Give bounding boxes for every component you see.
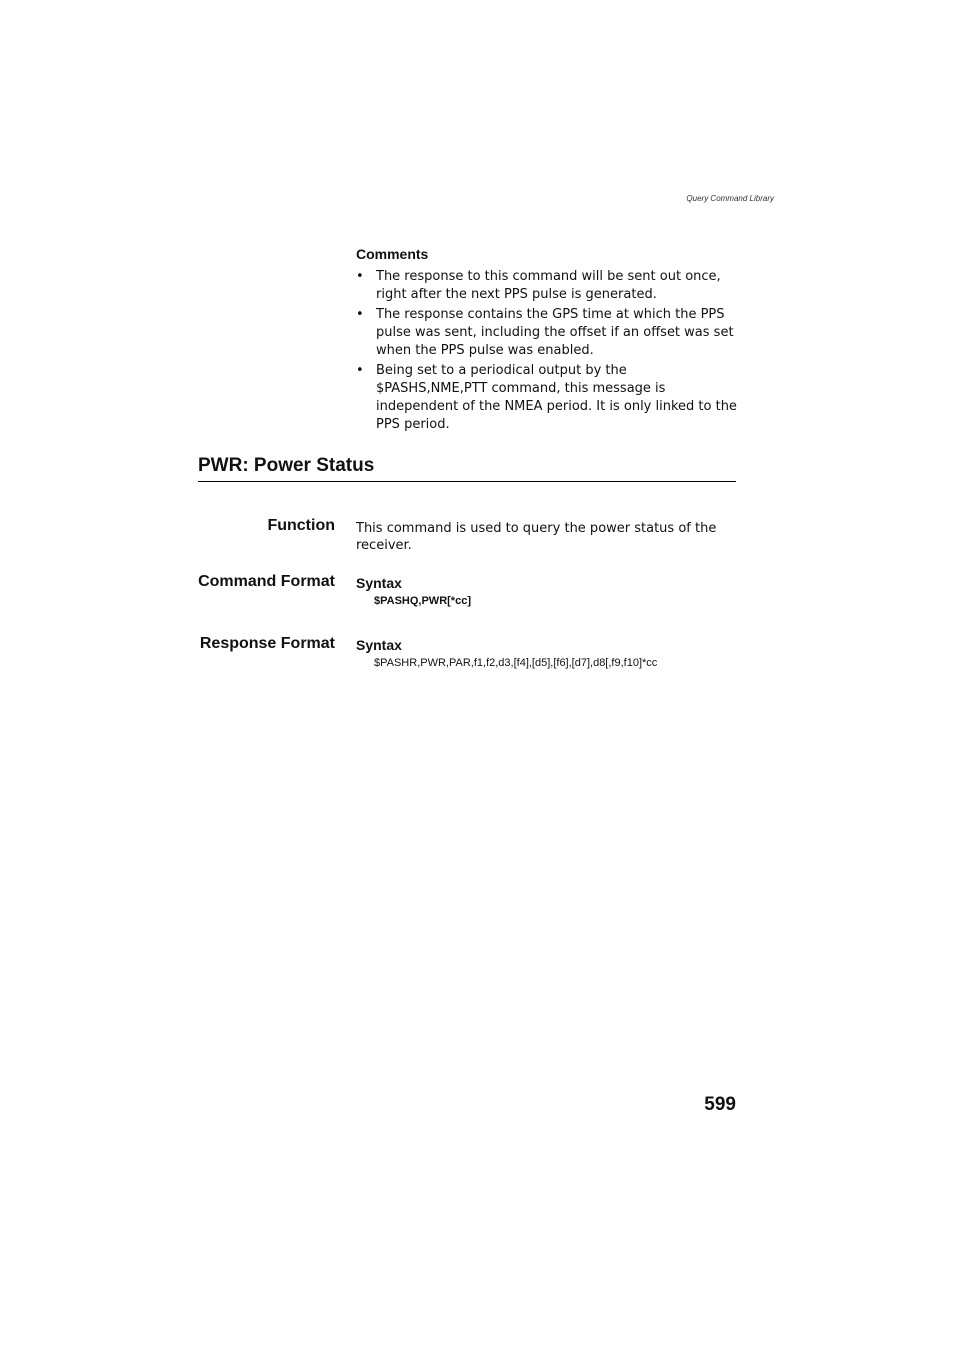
list-item-text: Being set to a periodical output by the $PASHS,NME,PTT command, this message is independent of the NMEA period. It is only linked to the PPS period.	[376, 363, 737, 432]
bullet-icon: •	[356, 307, 364, 322]
function-text: This command is used to query the power status of the receiver.	[356, 521, 717, 553]
command-format-content	[356, 575, 736, 607]
command-syntax: $PASHQ,PWR[*cc]	[374, 595, 471, 607]
list-item-text: The response to this command will be sent out once, right after the next PPS pulse is generated.	[376, 269, 721, 302]
comments-heading: Comments	[356, 246, 429, 262]
comments-list	[356, 268, 738, 434]
response-format-content	[356, 637, 736, 669]
list-item	[356, 268, 738, 304]
function-label: Function	[267, 517, 335, 534]
list-item-text: The response contains the GPS time at which the PPS pulse was sent, including the offset if an offset was set when the PPS pulse was enabled.	[376, 307, 734, 358]
command-syntax-label: Syntax	[356, 575, 402, 591]
command-format-label: Command Format	[198, 573, 335, 590]
response-syntax: $PASHR,PWR,PAR,f1,f2,d3,[f4],[d5],[f6],[d7],d8[,f9,f10]*cc	[374, 657, 658, 669]
response-syntax-label: Syntax	[356, 637, 402, 653]
response-format-label: Response Format	[199, 635, 335, 652]
list-item	[356, 362, 738, 434]
bullet-icon: •	[356, 269, 364, 284]
function-content	[356, 520, 736, 554]
list-item	[356, 306, 738, 360]
comments-block	[356, 246, 738, 436]
running-header: Query Command Library	[686, 194, 774, 203]
page-number: 599	[704, 1094, 736, 1115]
section-title: PWR: Power Status	[198, 455, 736, 482]
bullet-icon: •	[356, 363, 364, 378]
